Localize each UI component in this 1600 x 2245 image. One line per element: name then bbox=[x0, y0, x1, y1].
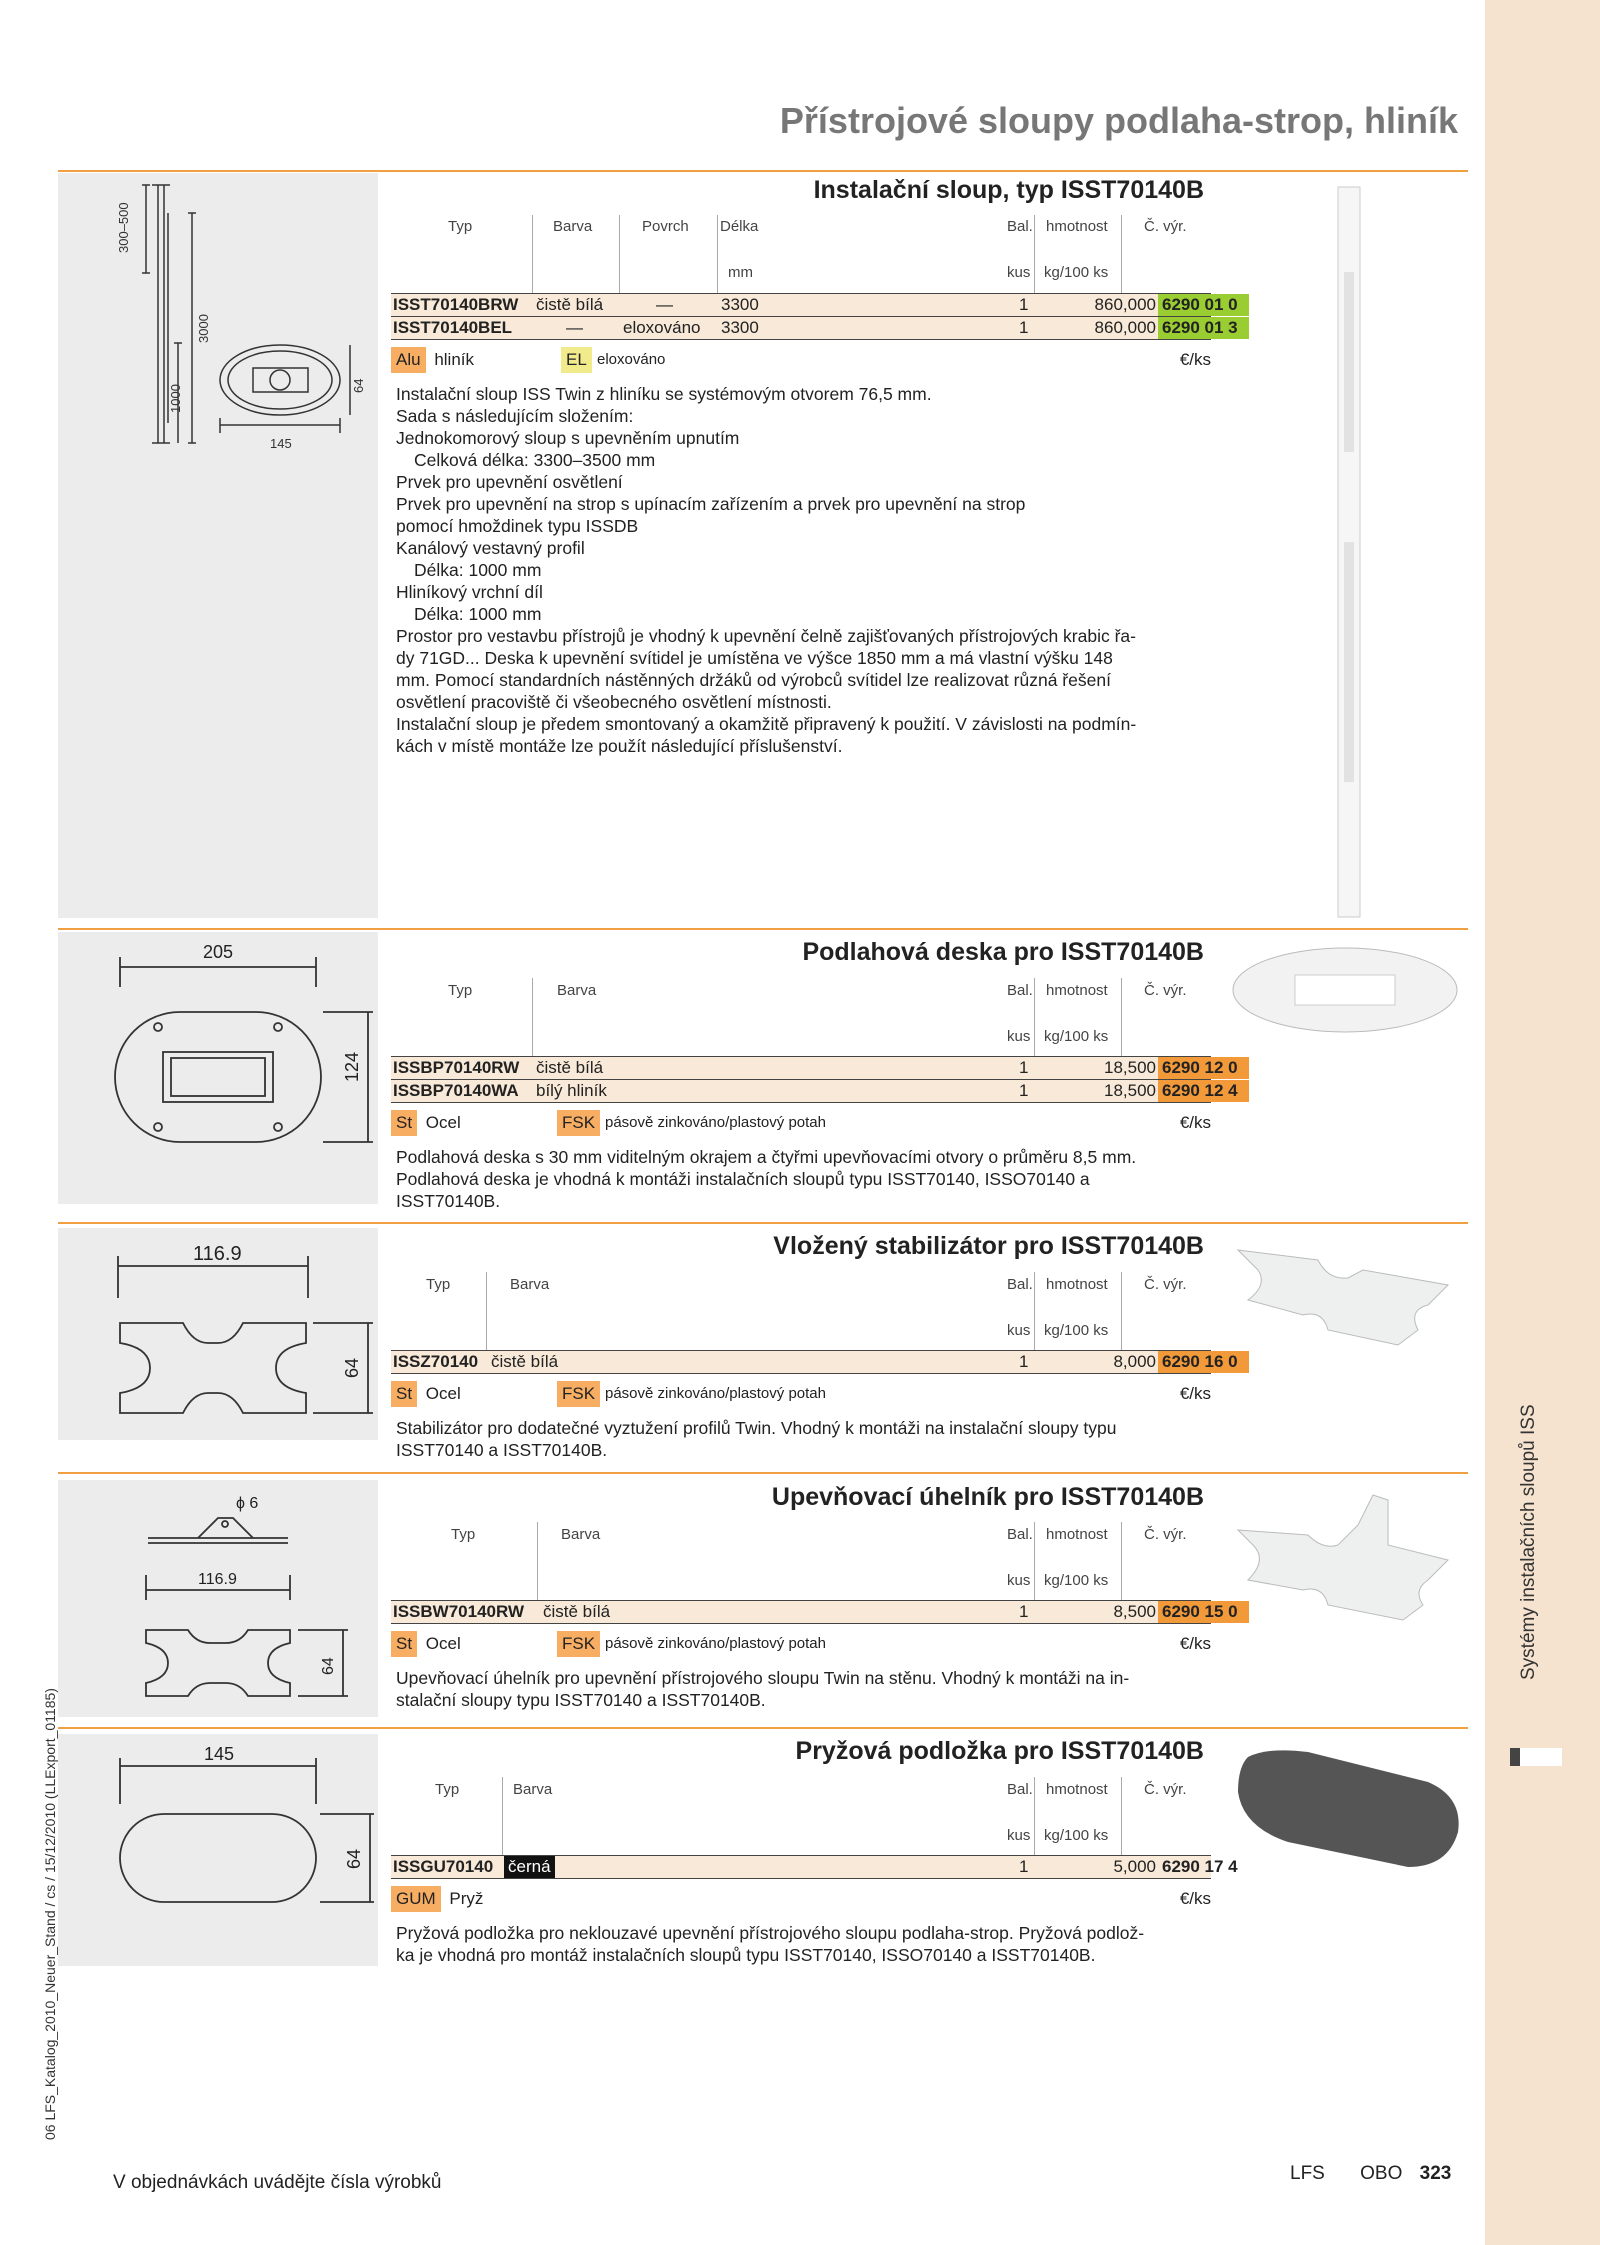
section-rule bbox=[58, 1472, 1468, 1474]
product-number: 6290 01 0 bbox=[1158, 294, 1249, 316]
left-margin-text: 06 LFS_Katalog_2010_Neuer_Stand / cs / 15/12/2010 (LLExport_01185) bbox=[42, 1688, 58, 2140]
header-barva: Barva bbox=[513, 1781, 553, 1798]
product-number: 6290 17 4 bbox=[1162, 1857, 1238, 1876]
section-description: Pryžová podložka pro neklouzavé upevnění přístrojového sloupu podlaha-strop. Pryžová podlož- ka je vhodná pro montáž instalačních sloupů typu ISST70140, ISSO70140 a ISST70140B. bbox=[396, 1923, 1145, 1965]
section-rule bbox=[58, 1727, 1468, 1729]
right-sidebar bbox=[1485, 0, 1600, 2245]
unit-kus: kus bbox=[1007, 264, 1031, 281]
header-barva: Barva bbox=[557, 982, 597, 999]
column-photo bbox=[1300, 182, 1400, 922]
product-number: 6290 01 3 bbox=[1158, 317, 1249, 339]
footer-brand: LFS OBO 323 bbox=[1290, 2163, 1452, 2184]
unit-mm: mm bbox=[728, 264, 753, 281]
column-drawing bbox=[58, 173, 378, 918]
dim-64: 64 bbox=[320, 1657, 337, 1675]
header-barva: Barva bbox=[553, 218, 593, 235]
dim-3000: 3000 bbox=[196, 314, 211, 343]
section-description: Instalační sloup ISS Twin z hliníku se systémovým otvorem 76,5 mm. Sada s následujícím složením: Jednokomorový sloup s upevněním upnutím Celková délka: 3300–3500 mm Prvek pro upevnění osvětlení Prvek pro upevnění na strop s upínacím zařízením a prvek pro upevnění na strop pomocí hmoždinek typu ISSDB Kanálový vestavný profil Délka: 1000 mm Hliníkový vrchní díl Délka: 1000 mm Prostor pro vestavbu přístrojů je vhodný k upevnění čelně zajišťovaných přístrojových krabic řa- dy 71GD... Deska k upevnění svítidel je umístěna ve výšce 1850 mm a má vlastní výšku 148 mm. Pomocí standardních nástěnných držáků od výrobců svítidel lze realizovat různá řešení osvětlení pracoviště či všeobecného osvětlení místnosti. Instalační sloup je předem smontovaný a okamžitě připravený k použití. V závislosti na podmín- kách v místě montáže lze použít následující příslušenství. bbox=[396, 384, 1137, 756]
table-row: ISST70140BRW čistě bílá — 3300 1 860,000 6290 01 0 bbox=[391, 294, 1211, 316]
unit-kus: kus bbox=[1007, 1827, 1031, 1844]
unit-kg: kg/100 ks bbox=[1044, 1572, 1109, 1589]
table-row: ISSBW70140RW čistě bílá 1 8,500 6290 15 0 bbox=[391, 1601, 1211, 1623]
header-bal: Bal. bbox=[1007, 1276, 1033, 1293]
header-cvyr: Č. výr. bbox=[1144, 218, 1187, 235]
dim-116-9: 116.9 bbox=[198, 1571, 237, 1588]
section-title: Instalační sloup, typ ISST70140B bbox=[813, 176, 1204, 204]
header-bal: Bal. bbox=[1007, 218, 1033, 235]
unit-kg: kg/100 ks bbox=[1044, 1322, 1109, 1339]
page-number: 323 bbox=[1419, 2163, 1452, 2184]
table-row: ISSBP70140WA bílý hliník 1 18,500 6290 12 4 bbox=[391, 1080, 1211, 1102]
page-title: Přístrojové sloupy podlaha-strop, hliník bbox=[779, 100, 1458, 141]
unit-kg: kg/100 ks bbox=[1044, 1827, 1109, 1844]
material-row: St Ocel FSK pásově zinkováno/plastový potah €/ks bbox=[391, 1381, 1211, 1407]
header-barva: Barva bbox=[510, 1276, 550, 1293]
header-hmotnost: hmotnost bbox=[1046, 218, 1108, 235]
header-hmotnost: hmotnost bbox=[1046, 982, 1108, 999]
rubber-pad-drawing bbox=[58, 1734, 378, 1966]
unit-kus: kus bbox=[1007, 1572, 1031, 1589]
material-name: hliník bbox=[434, 350, 474, 369]
dim-145: 145 bbox=[270, 436, 292, 451]
dim-1000: 1000 bbox=[168, 384, 183, 413]
table-row: ISST70140BEL — eloxováno 3300 1 860,000 6290 01 3 bbox=[391, 317, 1211, 339]
material-row: GUM Pryž €/ks bbox=[391, 1886, 1211, 1912]
stabilizer-drawing bbox=[58, 1228, 378, 1440]
table-row: ISSBP70140RW čistě bílá 1 18,500 6290 12 0 bbox=[391, 1057, 1211, 1079]
unit-kg: kg/100 ks bbox=[1044, 264, 1109, 281]
floor-plate-photo bbox=[1225, 940, 1465, 1040]
header-cvyr: Č. výr. bbox=[1144, 982, 1187, 999]
section-title: Upevňovací úhelník pro ISST70140B bbox=[771, 1483, 1204, 1511]
section-title: Pryžová podložka pro ISST70140B bbox=[795, 1737, 1204, 1765]
material-row: St Ocel FSK pásově zinkováno/plastový potah €/ks bbox=[391, 1110, 1211, 1136]
dim-145: 145 bbox=[204, 1744, 235, 1764]
product-number: 6290 16 0 bbox=[1158, 1351, 1249, 1373]
section-description: Podlahová deska s 30 mm viditelným okrajem a čtyřmi upevňovacími otvory o průměru 8,5 mm. Podlahová deska je vhodná k montáži instalačních sloupů typu ISST70140, ISSO70140 a ISST70140B. bbox=[396, 1147, 1137, 1211]
section-description: Stabilizátor pro dodatečné vyztužení profilů Twin. Vhodný k montáži na instalační sloupy typu ISST70140 a ISST70140B. bbox=[396, 1418, 1117, 1460]
dim-64: 64 bbox=[351, 378, 366, 393]
material-code: Alu bbox=[391, 347, 426, 373]
header-typ: Typ bbox=[448, 218, 473, 235]
dim-124: 124 bbox=[342, 1051, 362, 1082]
section-rule bbox=[58, 170, 1468, 172]
header-typ: Typ bbox=[435, 1781, 460, 1798]
table-row: ISSZ70140 čistě bílá 1 8,000 6290 16 0 bbox=[391, 1351, 1211, 1373]
header-hmotnost: hmotnost bbox=[1046, 1526, 1108, 1543]
header-hmotnost: hmotnost bbox=[1046, 1781, 1108, 1798]
dim-300-500: 300–500 bbox=[116, 202, 131, 253]
footer-note: V objednávkách uvádějte čísla výrobků bbox=[113, 2172, 442, 2193]
surface-code: EL bbox=[561, 347, 592, 373]
rubber-pad-photo bbox=[1228, 1742, 1468, 1877]
unit-kus: kus bbox=[1007, 1322, 1031, 1339]
section-rule bbox=[58, 928, 1468, 930]
surface-name: eloxováno bbox=[597, 351, 666, 368]
dim-205: 205 bbox=[203, 942, 234, 962]
unit-kg: kg/100 ks bbox=[1044, 1028, 1109, 1045]
header-typ: Typ bbox=[448, 982, 473, 999]
header-povrch: Povrch bbox=[642, 218, 689, 235]
dim-phi-6: ϕ 6 bbox=[236, 1495, 259, 1512]
header-hmotnost: hmotnost bbox=[1046, 1276, 1108, 1293]
stabilizer-photo bbox=[1228, 1230, 1458, 1350]
floor-plate-drawing bbox=[58, 932, 378, 1204]
price-unit: €/ks bbox=[1179, 350, 1211, 369]
dim-116-9: 116.9 bbox=[193, 1243, 242, 1265]
unit-kus: kus bbox=[1007, 1028, 1031, 1045]
section-title: Vložený stabilizátor pro ISST70140B bbox=[773, 1232, 1204, 1260]
material-row bbox=[391, 347, 1211, 373]
product-number: 6290 12 0 bbox=[1158, 1057, 1249, 1079]
header-typ: Typ bbox=[426, 1276, 451, 1293]
sidebar-marker bbox=[1510, 1748, 1562, 1766]
header-delka: Délka bbox=[720, 218, 759, 235]
header-cvyr: Č. výr. bbox=[1144, 1781, 1187, 1798]
header-barva: Barva bbox=[561, 1526, 601, 1543]
table-row: ISSGU70140 černá 1 5,000 6290 17 4 bbox=[391, 1856, 1211, 1878]
header-bal: Bal. bbox=[1007, 1526, 1033, 1543]
header-bal: Bal. bbox=[1007, 982, 1033, 999]
dim-64: 64 bbox=[342, 1357, 362, 1378]
section-rule bbox=[58, 1222, 1468, 1224]
header-cvyr: Č. výr. bbox=[1144, 1526, 1187, 1543]
material-row: St Ocel FSK pásově zinkováno/plastový potah €/ks bbox=[391, 1631, 1211, 1657]
section-title: Podlahová deska pro ISST70140B bbox=[802, 938, 1204, 966]
header-cvyr: Č. výr. bbox=[1144, 1276, 1187, 1293]
bracket-drawing bbox=[58, 1480, 378, 1717]
bracket-photo bbox=[1228, 1485, 1458, 1625]
sidebar-label: Systémy instalačních sloupů ISS bbox=[1518, 1404, 1539, 1680]
product-number: 6290 15 0 bbox=[1158, 1601, 1249, 1623]
dim-64: 64 bbox=[344, 1848, 364, 1869]
header-bal: Bal. bbox=[1007, 1781, 1033, 1798]
header-typ: Typ bbox=[451, 1526, 476, 1543]
product-number: 6290 12 4 bbox=[1158, 1080, 1249, 1102]
section-description: Upevňovací úhelník pro upevnění přístrojového sloupu Twin na stěnu. Vhodný k montáži na in- stalační sloupy typu ISST70140 a ISST70140B. bbox=[396, 1668, 1130, 1710]
